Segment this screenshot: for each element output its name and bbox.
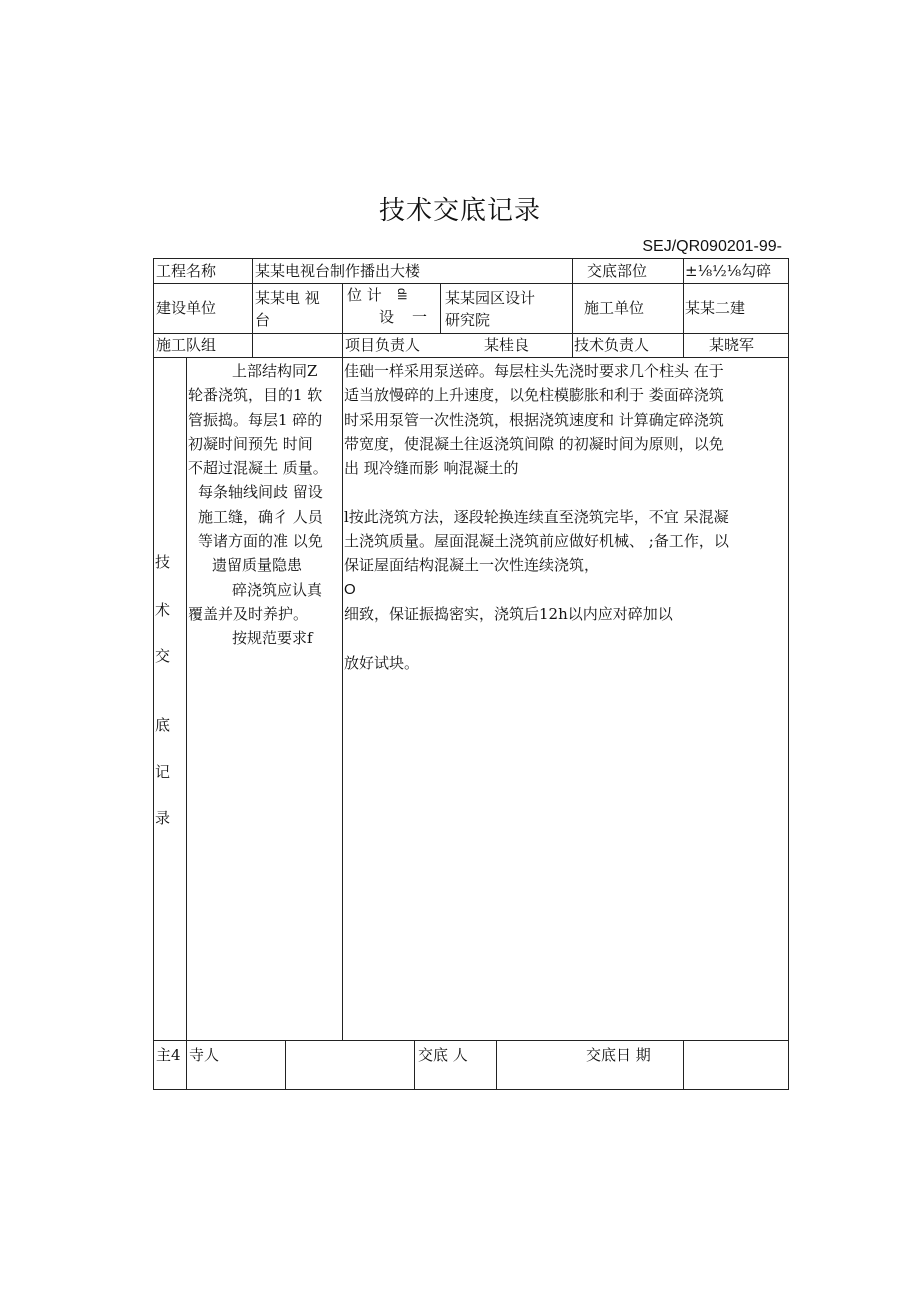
footer-label-1: 主4 [156, 1046, 181, 1064]
body-right-line: l按此浇筑方法，逐段轮换连续直至浇筑完毕，不宜 呆混凝 [344, 507, 729, 526]
label-discloser: 交底 人 [418, 1046, 468, 1064]
body-left-line: 不超过混凝土 质量。 [188, 459, 328, 478]
body-left-line: 轮番浇筑，目的1 软 [188, 386, 323, 405]
label-builder: 建设单位 [156, 299, 217, 317]
technical-lead-value: 某晓军 [709, 336, 755, 354]
contractor-value: 某某二建 [685, 299, 746, 317]
builder-value-line1: 某某电 视 [255, 289, 320, 307]
label-technical-lead: 技术负责人 [574, 336, 650, 354]
body-right-line: 保证屋面结构混凝土一次性连续浇筑， [344, 556, 600, 575]
label-disclosure-part: 交底部位 [587, 262, 648, 280]
body-right-line: 适当放慢碎的上升速度，以免柱模膨胀和利于 娄面碎浇筑 [344, 386, 724, 405]
document-title: 技术交底记录 [378, 196, 541, 226]
body-left-line: 等诸方面的准 以免 [198, 532, 323, 551]
design-unit-mark: dll [395, 288, 409, 301]
body-left-line: 上部结构同Z [232, 362, 318, 380]
side-label-char: 底 [155, 716, 171, 734]
project-name-value: 某某电视台制作播出大楼 [255, 262, 421, 280]
side-label-char: 术 [155, 601, 171, 619]
label-design-unit-line2: 设 [379, 308, 395, 326]
body-right-column [344, 359, 788, 675]
body-right-line: O [344, 580, 356, 598]
body-left-column [188, 359, 340, 651]
body-right-line: 出 现冷缝而影 响混凝土的 [344, 459, 519, 478]
side-label-char: 技 [155, 553, 171, 571]
body-left-line: 覆盖并及时养护。 [188, 604, 309, 623]
body-left-line: 碎浇筑应认真 [232, 580, 323, 599]
disclosure-part-value: ±⅛½⅛勾碎 [685, 262, 772, 280]
label-project-name: 工程名称 [156, 262, 217, 280]
body-right-line: 放好试块。 [344, 653, 420, 672]
side-label-char: 交 [155, 647, 171, 665]
disclosure-table [153, 258, 789, 1090]
builder-value-line2: 台 [255, 311, 271, 329]
side-label-char: 记 [155, 763, 171, 781]
side-label-char: 录 [155, 809, 171, 827]
designer-value-line2: 研究院 [445, 311, 491, 329]
label-disclosure-date: 交底日 期 [586, 1046, 651, 1064]
body-right-line: 细致，保证振捣密实，浇筑后12h以内应对碎加以 [344, 604, 673, 623]
body-left-line: 施工缝，确彳 人员 [198, 507, 323, 526]
body-right-line [344, 626, 788, 650]
body-left-line: 按规范要求f [232, 629, 313, 648]
body-left-line: 管振捣。每层1 碎的 [188, 410, 323, 429]
footer-label-2: 寺人 [189, 1046, 220, 1064]
design-unit-mark-2: 一 [412, 308, 428, 326]
body-right-line: 佳础一样采用泵送碎。每层柱头先浇时要求几个柱头 在于 [344, 362, 724, 380]
body-left-line: 每条轴线间歧 留设 [198, 483, 323, 502]
label-contractor: 施工单位 [584, 299, 645, 317]
body-left-line: 遗留质量隐患 [212, 556, 303, 575]
body-right-line: 土浇筑质量。屋面混凝土浇筑前应做好机械、 ;备工作，以 [344, 532, 729, 551]
label-project-manager: 项目负责人 [345, 336, 421, 354]
label-construction-team: 施工队组 [156, 336, 217, 354]
body-left-line: 初凝时间预先 时间 [188, 434, 313, 453]
document-code: SEJ/QR090201-99- [642, 238, 782, 255]
body-right-line: 带宽度，使混凝土往返浇筑间隙 的初凝时间为原则，以免 [344, 434, 724, 453]
designer-value-line1: 某某园区设计 [445, 289, 536, 307]
body-right-line: 时采用泵管一次性浇筑，根据浇筑速度和 计算确定碎浇筑 [344, 410, 724, 429]
project-manager-value: 某桂良 [484, 336, 530, 354]
body-right-line [344, 480, 788, 504]
label-design-unit-line1: 位 计 [347, 286, 382, 304]
